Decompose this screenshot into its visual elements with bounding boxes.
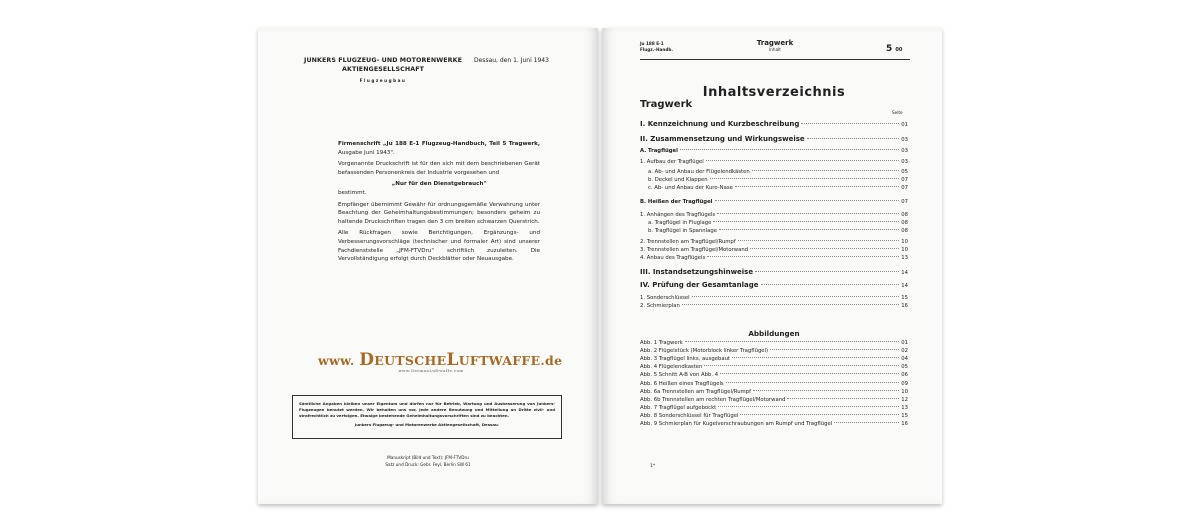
toc-leader-dots bbox=[680, 149, 899, 150]
logo-d: D bbox=[359, 350, 375, 370]
figure-entry-page: 13 bbox=[901, 404, 908, 411]
toc-leader-dots bbox=[715, 200, 900, 201]
abbildungen-title: Abbildungen bbox=[748, 329, 800, 338]
figure-entry-page: 16 bbox=[901, 421, 908, 427]
figure-entry-label: Abb. 2 Flügelstück (Motorblock linker Tragflügel) bbox=[640, 348, 769, 355]
toc-entry-label: b. Tragflügel in Spannlage bbox=[648, 228, 717, 234]
imprint bbox=[318, 454, 538, 468]
date: Dessau, den 1. Juni 1943 bbox=[474, 57, 549, 64]
toc-entry bbox=[640, 268, 908, 276]
figure-leader-dots bbox=[704, 365, 899, 366]
notice-box bbox=[292, 395, 562, 439]
logo-de: .de bbox=[540, 353, 563, 368]
figure-entry-label: Abb. 6a Trennstellen am Tragflügel/Rumpf bbox=[640, 388, 751, 395]
figure-leader-dots bbox=[770, 349, 899, 350]
header-page-main: 5 bbox=[886, 44, 893, 54]
toc-entry-page: 07 bbox=[901, 177, 908, 183]
figure-entry-label: Abb. 9 Schmierplan für Kugelverschraubungen am Rumpf und Tragflügel bbox=[640, 421, 833, 427]
header-rule bbox=[640, 59, 910, 60]
toc-entry bbox=[640, 220, 908, 228]
figure-entry-label: Abb. 1 Tragwerk bbox=[640, 340, 683, 346]
section-title: Tragwerk bbox=[640, 99, 693, 110]
firm-title3: Ausgabe Juni 1943". bbox=[338, 149, 395, 156]
figure-entry bbox=[640, 372, 908, 380]
notice-signature: Junkers Flugzeug- und Motorenwerke Aktiengesellschaft, Dessau. bbox=[354, 422, 500, 427]
figure-leader-dots bbox=[753, 390, 899, 391]
logo-l: L bbox=[446, 350, 459, 370]
figure-leader-dots bbox=[834, 422, 899, 423]
header-center bbox=[730, 39, 820, 52]
header-page-number bbox=[886, 44, 902, 54]
toc-leader-dots bbox=[738, 240, 900, 241]
toc-leader-dots bbox=[682, 304, 899, 305]
toc-entry bbox=[640, 199, 908, 207]
toc-entry-label: 4. Anbau des Tragflügels bbox=[640, 255, 706, 261]
toc-entry bbox=[640, 228, 908, 236]
toc-leader-dots bbox=[692, 296, 900, 297]
firm-text bbox=[338, 140, 540, 267]
left-page bbox=[258, 28, 598, 504]
figure-entry bbox=[640, 381, 908, 389]
seite-label: Seite bbox=[892, 110, 903, 115]
notice-text: Sämtliche Angaben bleiben unser Eigentum und dürfen nur für Betrieb, Wartung und Ausbesserung von Junkers-Flugzeugen benutzt werden. Wir behalten uns vor, jede andere Benutzung und Mitteilung an Dritte zivil- und strafrechtlich zu verfolgen. Etwaige bestehende Geheimhaltungsvorschriften sind zu beachten. bbox=[299, 401, 555, 418]
right-page bbox=[602, 28, 942, 504]
toc-leader-dots bbox=[761, 284, 900, 285]
figure-entry bbox=[640, 421, 908, 429]
figure-entry-page: 04 bbox=[901, 356, 908, 363]
toc-entry bbox=[640, 247, 908, 255]
toc-leader-dots bbox=[735, 186, 899, 187]
toc-leader-dots bbox=[717, 213, 899, 214]
toc-leader-dots bbox=[801, 123, 899, 124]
logo-www: www. bbox=[318, 353, 355, 368]
toc-entry-page: 07 bbox=[901, 199, 908, 205]
toc-entry bbox=[640, 148, 908, 156]
toc-entry-label: a. Ab- und Anbau der Flügelendkästen bbox=[648, 169, 750, 175]
para3: Alle Rückfragen sowie Berichtigungen, Ergänzungs- und Verbesserungsvorschläge (technischer und formaler Art) sind unserer Fachdienststelle „JFM-FTVDru" schriftlich zuzuleiten. Die Vervollständigung erfolgt durch Deckblätter oder Neuausgabe. bbox=[338, 230, 540, 263]
figure-entry-page: 05 bbox=[901, 364, 908, 371]
company-name bbox=[278, 56, 488, 85]
toc-entry-label: 2. Trennstellen am Tragflügel/Rumpf bbox=[640, 239, 736, 245]
toc-entry-page: 01 bbox=[901, 122, 908, 128]
figure-entry bbox=[640, 348, 908, 356]
toc-entry-label: c. Ab- und Anbau der Kuro-Nase bbox=[648, 185, 733, 191]
toc-leader-dots bbox=[713, 221, 899, 222]
logo-uftwaffe: UFTWAFFE bbox=[458, 353, 541, 368]
firm-title: „Ju 188 E-1 Flugzeug-Handbuch, Teil 5 bbox=[382, 141, 507, 147]
figure-entry-page: 15 bbox=[901, 412, 908, 419]
toc-entry bbox=[640, 295, 908, 303]
toc-entry-label: 1. Sonderschlüssel bbox=[640, 295, 690, 301]
toc-entry bbox=[640, 169, 908, 177]
toc-entry-page: 16 bbox=[901, 303, 908, 309]
toc-entry-page: 14 bbox=[901, 270, 908, 276]
logo-eutsche: EUTSCHE bbox=[374, 353, 447, 368]
toc-entry-page: 08 bbox=[901, 220, 908, 226]
figure-leader-dots bbox=[718, 406, 899, 407]
figure-entry-page: 02 bbox=[901, 348, 908, 355]
figure-entry-page: 06 bbox=[901, 372, 908, 379]
firm-label: Firmenschrift bbox=[338, 141, 381, 147]
toc-entry-label: B. Heißen der Tragflügel bbox=[640, 199, 713, 205]
figure-entry-page: 09 bbox=[901, 380, 908, 387]
toc-entry-label: I. Kennzeichnung und Kurzbeschreibung bbox=[640, 120, 800, 128]
figure-leader-dots bbox=[726, 382, 900, 383]
header-subtitle: Inhalt bbox=[769, 47, 781, 52]
toc-title: Inhaltsverzeichnis bbox=[702, 85, 846, 100]
toc-entry bbox=[640, 239, 908, 247]
toc-entry-page: 03 bbox=[901, 137, 908, 143]
figure-leader-dots bbox=[720, 373, 899, 374]
toc-entry-page: 14 bbox=[901, 283, 908, 289]
figure-entry-label: Abb. 3 Tragflügel links, ausgebaut bbox=[640, 356, 731, 363]
toc-entry-page: 10 bbox=[901, 247, 908, 253]
toc-entry-label: 2. Schmierplan bbox=[640, 303, 680, 309]
bestimmt: bestimmt. bbox=[338, 189, 367, 196]
toc-leader-dots bbox=[719, 229, 899, 230]
toc-entry bbox=[640, 120, 908, 128]
toc-entry bbox=[640, 159, 908, 167]
figure-entry bbox=[640, 340, 908, 348]
toc-leader-dots bbox=[707, 256, 899, 257]
toc-entry-page: 03 bbox=[901, 148, 908, 154]
para2: Empfänger übernimmt Gewähr für ordnungsgemäße Verwahrung unter Beachtung der Geheimhaltungsbestimmungen; besonders geheim zu haltende Druckschriften tragen den 3 cm breiten schwarzen Querstrich. bbox=[338, 201, 540, 225]
toc-entry-label: II. Zusammensetzung und Wirkungsweise bbox=[640, 135, 805, 143]
toc-entry bbox=[640, 177, 908, 185]
imprint-line1: Manuskript (Bild und Text): JFM-FTVDru bbox=[387, 455, 469, 460]
figure-entry bbox=[640, 356, 908, 364]
header-handbook: Flugz.-Handb. bbox=[640, 46, 673, 52]
toc-leader-dots bbox=[750, 248, 899, 249]
figure-entry bbox=[640, 364, 908, 372]
header-left bbox=[640, 41, 673, 52]
toc-entry-label: III. Instandsetzungshinweise bbox=[640, 268, 754, 276]
toc-entry-label: b. Deckel und Klappen bbox=[648, 177, 708, 183]
header-title: Tragwerk bbox=[756, 39, 794, 47]
figure-entry-label: Abb. 4 Flügelendkasten bbox=[640, 364, 703, 371]
toc-entry-page: 05 bbox=[901, 169, 908, 175]
toc-entry bbox=[640, 255, 908, 263]
toc-entry bbox=[640, 212, 908, 220]
figure-entry-label: Abb. 6b Trennstellen am rechten Tragflügel/Motorwand bbox=[640, 396, 786, 403]
toc-leader-dots bbox=[807, 138, 900, 139]
header-page-sub: 00 bbox=[895, 47, 903, 53]
toc-entry-page: 13 bbox=[901, 255, 908, 261]
firm-title2: Tragwerk, bbox=[508, 141, 541, 147]
toc-entry-page: 08 bbox=[901, 212, 908, 218]
toc-entry bbox=[640, 281, 908, 289]
toc-entry-label: A. Tragflügel bbox=[640, 148, 678, 154]
toc-entry-page: 15 bbox=[901, 295, 908, 301]
figure-leader-dots bbox=[732, 357, 899, 358]
toc-entry-page: 10 bbox=[901, 239, 908, 245]
para1: Vorgenannte Druckschrift ist für den sich mit dem beschriebenen Gerät befassenden Personenkreis der Industrie vorgesehen und bbox=[338, 161, 540, 176]
company-line2: AKTIENGESELLSCHAFT bbox=[342, 66, 424, 73]
toc-entry-label: IV. Prüfung der Gesamtanlage bbox=[640, 281, 759, 289]
toc-entry bbox=[640, 135, 908, 143]
figure-entry-page: 12 bbox=[901, 396, 908, 403]
toc-entry-label: 3. Trennstellen am Tragflügel/Motorwand bbox=[640, 247, 749, 253]
header-model: Ju 188 E-1 bbox=[640, 41, 664, 46]
figure-entry-page: 01 bbox=[901, 340, 908, 346]
toc-entry-page: 03 bbox=[901, 159, 908, 165]
toc-entry-label: a. Tragflügel in Fluglage bbox=[648, 220, 712, 226]
logo-deutscheluftwaffe bbox=[318, 350, 563, 370]
figure-leader-dots bbox=[685, 341, 899, 342]
toc-entry-label: 1. Aufbau der Tragflügel bbox=[640, 159, 704, 165]
nur-fur-dienstgebrauch: „Nur für den Dienstgebrauch" bbox=[391, 181, 487, 188]
toc-leader-dots bbox=[755, 271, 899, 272]
figure-entry bbox=[640, 397, 908, 405]
company-sub: Flugzeugbau bbox=[359, 78, 407, 83]
figure-entry-label: Abb. 7 Tragflügel aufgebockt bbox=[640, 404, 717, 411]
logo-sub: www.GermanLuftwaffe.com bbox=[398, 368, 464, 373]
figure-entry bbox=[640, 413, 908, 421]
page-mark: 1* bbox=[650, 464, 656, 469]
toc-entry-label: 1. Anhängen des Tragflügels bbox=[640, 212, 716, 218]
toc-leader-dots bbox=[706, 160, 900, 161]
toc-leader-dots bbox=[710, 178, 900, 179]
toc-leader-dots bbox=[752, 170, 900, 171]
toc-entry bbox=[640, 303, 908, 311]
company-line1: JUNKERS FLUGZEUG- UND MOTORENWERKE bbox=[304, 57, 462, 64]
toc-entry-page: 08 bbox=[901, 228, 908, 234]
figure-entry-label: Abb. 8 Sonderschlüssel für Tragflügel bbox=[640, 412, 739, 419]
figure-leader-dots bbox=[787, 398, 899, 399]
toc-entry-page: 07 bbox=[901, 185, 908, 191]
imprint-line2: Satz und Druck: Gebr. Feyl, Berlin SW 61 bbox=[385, 462, 471, 467]
figure-entry-page: 10 bbox=[901, 388, 908, 395]
figure-entry bbox=[640, 405, 908, 413]
figure-leader-dots bbox=[740, 414, 899, 415]
figure-entry bbox=[640, 389, 908, 397]
figure-entry-label: Abb. 5 Schnitt A-B von Abb. 4 bbox=[640, 372, 719, 379]
figure-entry-label: Abb. 6 Heißen eines Tragflügels bbox=[640, 380, 724, 387]
toc-entry bbox=[640, 185, 908, 193]
